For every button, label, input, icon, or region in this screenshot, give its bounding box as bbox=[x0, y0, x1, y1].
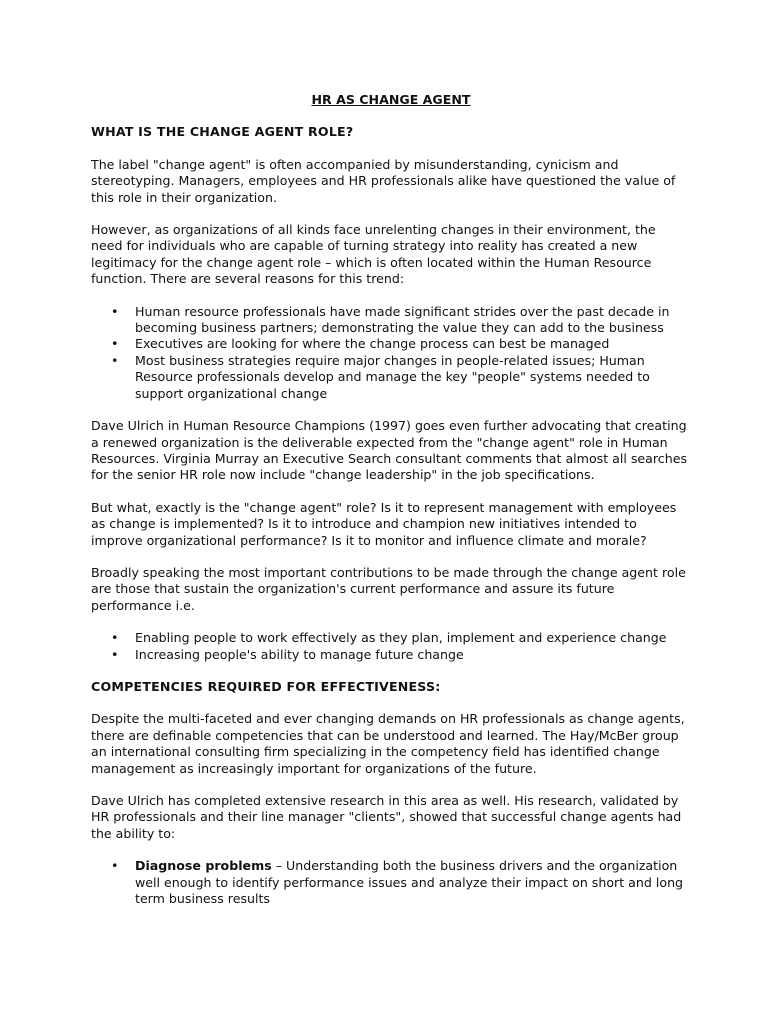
paragraph-6: Despite the multi-faceted and ever changing demands on HR professionals as change agents, there are definable competencies that can be understood and learned. The Hay/McBer group an international consulting firm specializing in the competency field has identified change management as increasingly important for organizations of the future. bbox=[91, 711, 685, 776]
section-heading-competencies: COMPETENCIES REQUIRED FOR EFFECTIVENESS: bbox=[91, 678, 441, 694]
paragraph-5: Broadly speaking the most important contributions to be made through the change agent role are those that sustain the organization's current performance and assure its future performance i.e. bbox=[91, 564, 686, 613]
list-item-text: Increasing people's ability to manage future change bbox=[135, 646, 464, 662]
list-item-text: Enabling people to work effectively as they plan, implement and experience change bbox=[135, 630, 667, 646]
paragraph-1: The label "change agent" is often accompanied by misunderstanding, cynicism and stereotyping. Managers, employees and HR professionals alike have questioned the value of this role in their organization. bbox=[91, 156, 676, 205]
section-heading-change-agent-role: WHAT IS THE CHANGE AGENT ROLE? bbox=[91, 124, 354, 140]
bullet-list-abilities bbox=[91, 858, 691, 907]
bullet-icon: • bbox=[111, 336, 119, 352]
paragraph-3: Dave Ulrich in Human Resource Champions (1997) goes even further advocating that creating a renewed organization is the deliverable expected from the "change agent" role in Human Resources. Virginia Murray an Executive Search consultant comments that almost all searches for the senior HR role now include "change leadership" in the job specifications. bbox=[91, 418, 688, 483]
list-item bbox=[91, 336, 691, 352]
bullet-list-reasons bbox=[91, 304, 691, 402]
bullet-icon: • bbox=[111, 352, 119, 368]
bullet-icon: • bbox=[111, 646, 119, 662]
bullet-list-contributions bbox=[91, 630, 691, 663]
list-item bbox=[91, 630, 691, 646]
list-item-term: Diagnose problems bbox=[135, 858, 272, 874]
list-item bbox=[91, 858, 691, 907]
list-item-text: Human resource professionals have made significant strides over the past decade in becoming business partners; demonstrating the value they can add to the business bbox=[135, 303, 670, 336]
list-item bbox=[91, 647, 691, 663]
list-item bbox=[91, 353, 691, 402]
paragraph-2: However, as organizations of all kinds face unrelenting changes in their environment, the need for individuals who are capable of turning strategy into reality has created a new legitimacy for the change agent role – which is often located within the Human Resource function. There are several reasons for this trend: bbox=[91, 222, 656, 287]
paragraph-7: Dave Ulrich has completed extensive research in this area as well. His research, validated by HR professionals and their line manager "clients", showed that successful change agents had the ability to: bbox=[91, 793, 682, 841]
paragraph-4: But what, exactly is the "change agent" role? Is it to represent management with employees as change is implemented? Is it to introduce and champion new initiatives intended to improve organizational performance? Is it to monitor and influence climate and morale? bbox=[91, 499, 677, 548]
list-item bbox=[91, 304, 691, 337]
bullet-icon: • bbox=[111, 303, 119, 319]
document-page bbox=[91, 92, 691, 923]
bullet-icon: • bbox=[111, 858, 119, 874]
list-item-text: Executives are looking for where the change process can best be managed bbox=[135, 336, 610, 352]
document-title: HR AS CHANGE AGENT bbox=[311, 92, 471, 107]
list-item-text: – Understanding both the business drivers and the organization well enough to identify performance issues and analyze their impact on short and long term business results bbox=[135, 858, 684, 907]
list-item-text: Most business strategies require major changes in people-related issues; Human Resource professionals develop and manage the key "people" systems needed to support organizational change bbox=[135, 352, 650, 401]
bullet-icon: • bbox=[111, 630, 119, 646]
